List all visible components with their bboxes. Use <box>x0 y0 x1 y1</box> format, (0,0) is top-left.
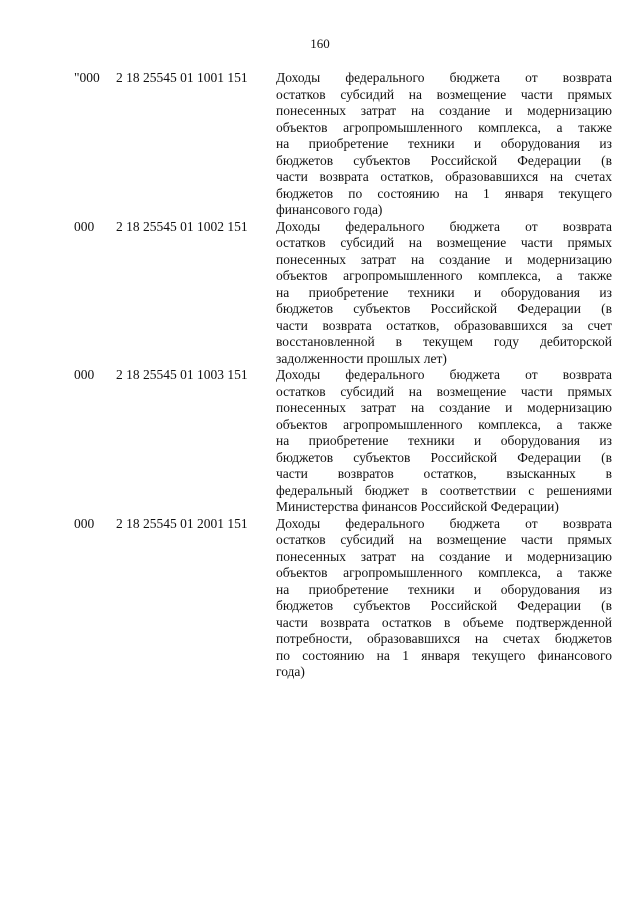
budget-classification-code: 2 18 25545 01 1001 151 <box>116 70 248 85</box>
description-line: на приобретение техники и оборудования из <box>276 136 612 151</box>
description-line: остатков субсидий на возмещение части прямых <box>276 86 612 102</box>
description-line: бюджетов субъектов Российской Федерации (в <box>276 301 612 316</box>
income-description <box>276 367 612 516</box>
description-line: бюджетов субъектов Российской Федерации (в <box>276 598 612 613</box>
description-line: на приобретение техники и оборудования из <box>276 433 612 448</box>
description-line: части возвратов остатков, взысканных в <box>276 466 612 481</box>
budget-classification-code: 2 18 25545 01 2001 151 <box>116 515 248 531</box>
income-description <box>276 516 612 681</box>
description-line: Доходы федерального бюджета от возврата <box>276 70 612 85</box>
description-line: понесенных затрат на создание и модернизацию <box>276 251 612 267</box>
table-row <box>0 219 640 368</box>
description-line: части возврата остатков в объеме подтвержденной <box>276 614 612 630</box>
admin-code: 000 <box>74 515 95 531</box>
table-row <box>0 70 640 219</box>
admin-code: 000 <box>74 218 95 234</box>
budget-code-table <box>0 70 640 681</box>
income-description <box>276 70 612 219</box>
description-line: финансового года) <box>276 202 383 217</box>
description-line: бюджетов по состоянию на 1 января текущего <box>276 185 612 201</box>
description-line: остатков субсидий на возмещение части прямых <box>276 383 612 399</box>
description-line: Доходы федерального бюджета от возврата <box>276 367 612 382</box>
description-line: на приобретение техники и оборудования из <box>276 284 612 300</box>
description-line: остатков субсидий на возмещение части прямых <box>276 235 612 250</box>
description-line: бюджетов субъектов Российской Федерации (в <box>276 449 612 465</box>
description-line: по состоянию на 1 января текущего финансового <box>276 647 612 663</box>
table-row <box>0 367 640 516</box>
description-line: потребности, образовавшихся на счетах бюджетов <box>276 631 612 646</box>
description-line: Доходы федерального бюджета от возврата <box>276 218 612 234</box>
admin-code: "000 <box>74 70 100 85</box>
budget-classification-code: 2 18 25545 01 1002 151 <box>116 218 248 234</box>
description-line: на приобретение техники и оборудования из <box>276 581 612 597</box>
description-line: понесенных затрат на создание и модернизацию <box>276 103 612 118</box>
description-line: объектов агропромышленного комплекса, а также <box>276 416 612 432</box>
description-line: объектов агропромышленного комплекса, а также <box>276 119 612 135</box>
page-number: 160 <box>310 36 330 51</box>
description-line: Министерства финансов Российской Федерации) <box>276 499 559 514</box>
description-line: объектов агропромышленного комплекса, а также <box>276 268 612 283</box>
income-description <box>276 219 612 368</box>
description-line: года) <box>276 664 305 679</box>
description-line: восстановленной в текущем году дебиторской <box>276 334 612 349</box>
description-line: понесенных затрат на создание и модернизацию <box>276 400 612 415</box>
description-line: Доходы федерального бюджета от возврата <box>276 515 612 531</box>
table-row <box>0 516 640 681</box>
admin-code: 000 <box>74 367 95 382</box>
description-line: федеральный бюджет в соответствии с решениями <box>276 482 612 498</box>
description-line: бюджетов субъектов Российской Федерации (в <box>276 152 612 168</box>
description-line: понесенных затрат на создание и модернизацию <box>276 548 612 564</box>
description-line: остатков субсидий на возмещение части прямых <box>276 532 612 547</box>
description-line: объектов агропромышленного комплекса, а также <box>276 565 612 580</box>
description-line: части возврата остатков, образовавшихся на счетах <box>276 169 612 184</box>
description-line: части возврата остатков, образовавшихся за счет <box>276 317 612 333</box>
description-line: задолженности прошлых лет) <box>276 350 447 366</box>
budget-classification-code: 2 18 25545 01 1003 151 <box>116 367 248 382</box>
